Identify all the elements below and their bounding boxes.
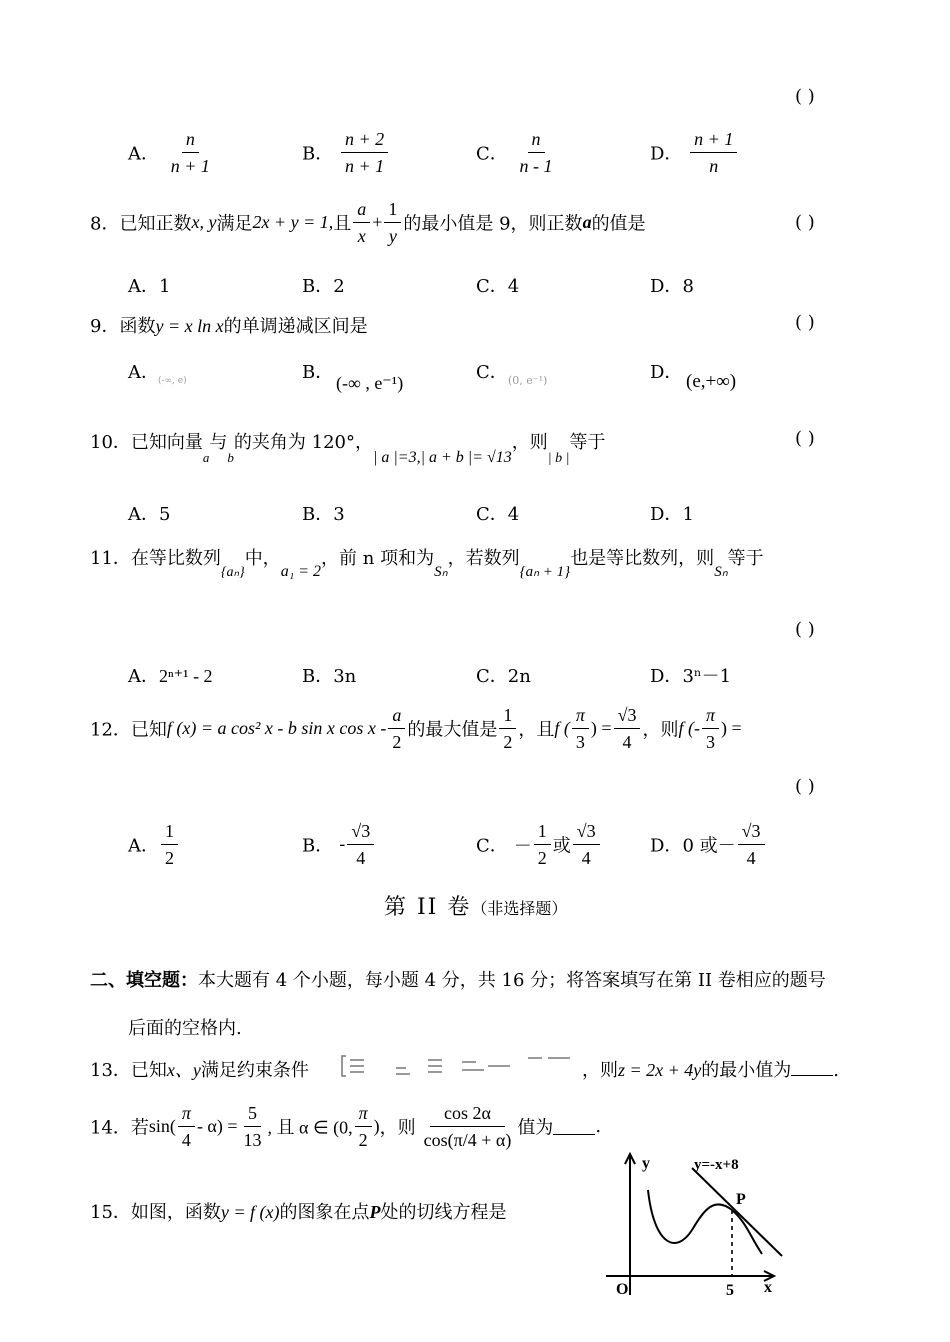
q13-text: 的最小值为 <box>701 1060 792 1081</box>
q9-option-d: D． <box>650 362 683 383</box>
q10-option-a: A．5 <box>128 504 171 525</box>
q8-option-a: A．1 <box>128 276 171 297</box>
q7-option-d <box>650 128 739 177</box>
q15-text: 的图象在点 <box>279 1202 370 1223</box>
q8-option-c: C．4 <box>476 276 520 297</box>
q12-text: 已知 <box>130 719 167 741</box>
part2-description-cont: 后面的空格内. <box>128 1018 242 1039</box>
q13-text: ，则 <box>582 1060 618 1081</box>
q10-option-b: B．3 <box>302 504 345 525</box>
q8-answer-bracket: ( ) <box>795 212 815 233</box>
q9-answer-bracket: ( ) <box>795 312 815 333</box>
q11-text: ，若数列 <box>447 548 520 569</box>
y-label: y <box>642 1155 650 1172</box>
q10-text: 已知向量 <box>130 432 203 453</box>
q9-option-b-value: (-∞ , e⁻¹) <box>336 373 404 393</box>
plus-sign: + <box>372 212 383 232</box>
abs-b: | b | <box>547 451 570 466</box>
fraction: $\frac{1}{y}$ <box>384 198 401 247</box>
q15-stem <box>90 1198 507 1224</box>
q8-option-b: B．2 <box>302 276 345 297</box>
section-title-main: 第 II 卷 <box>384 895 472 920</box>
q12-answer-bracket: ( ) <box>795 776 815 797</box>
q12-eq: ) = <box>590 718 612 738</box>
q9-option-d-value: (e,+∞) <box>686 371 737 392</box>
q11-text: 在等比数列 <box>130 548 221 569</box>
q10-text: 与 <box>209 432 228 453</box>
q12-text: ，则 <box>642 719 679 741</box>
function-graph <box>596 1150 796 1300</box>
q13-stem-end <box>582 1056 839 1082</box>
q13-dot: . <box>833 1060 840 1081</box>
q8-condition: 2x + y = 1, <box>252 212 334 232</box>
q13-expr: z = 2x + 4y <box>618 1060 702 1080</box>
q8-vars: x, y <box>191 212 217 232</box>
q9-expr: y = x ln x <box>155 316 224 336</box>
q14-expr: - α) = <box>196 1116 238 1136</box>
question-number: 11． <box>90 548 131 569</box>
q12-option-d: D．0 或－ $\frac{√3}{4}$ <box>650 820 767 869</box>
option-label: A． <box>128 143 159 165</box>
x-tick-label: 5 <box>726 1282 734 1299</box>
q8-option-d: D．8 <box>650 276 694 297</box>
question-number: 12． <box>90 719 131 741</box>
q9-option-a-value: (-∞, e) <box>158 376 187 386</box>
q7-answer-bracket: ( ) <box>795 86 815 107</box>
line-label: y=-x+8 <box>694 1157 739 1173</box>
q10-text: ，则 <box>511 432 548 453</box>
q11-option-d: D．3ⁿ－1 <box>650 666 732 687</box>
q12-stem <box>90 704 742 753</box>
q13-text: 满足约束条件 <box>200 1060 309 1081</box>
q12-text: ，且 <box>518 719 555 741</box>
q9-option-a: A． <box>128 362 159 383</box>
q14-sin: sin( <box>148 1116 176 1136</box>
question-number: 14． <box>90 1117 131 1139</box>
a1-value: a₁ = 2 <box>280 563 322 580</box>
q12-eq: ) = <box>721 718 742 738</box>
q14-close: ) <box>373 1116 380 1136</box>
p-label: P <box>736 1191 746 1208</box>
q9-option-c: C． <box>476 362 508 383</box>
q9-text: 的单调递减区间是 <box>223 316 368 337</box>
fraction: $\frac{\pi}{3}$ <box>702 704 719 753</box>
q12-function: f (x) = a cos² x - b sin x cos x - <box>166 718 387 738</box>
q8-var-a: a <box>582 212 592 232</box>
q8-text: 的最小值是 9，则正数 <box>403 213 583 235</box>
q8-text: 满足 <box>216 213 253 235</box>
vector-a: a <box>202 450 210 465</box>
sn: Sₙ <box>434 564 448 580</box>
fraction: $\frac{n}{n + 1}$ <box>170 129 210 176</box>
q11-option-c: C．2n <box>476 666 531 687</box>
q13-stem <box>90 1056 309 1082</box>
part2-heading <box>90 966 826 992</box>
q12-text: 的最大值是 <box>407 719 498 741</box>
fraction: $\frac{1}{2}$ <box>499 704 516 753</box>
q14-text: 值为 <box>517 1117 554 1139</box>
question-number: 15． <box>90 1202 131 1223</box>
q15-point: P <box>369 1202 381 1222</box>
answer-blank[interactable] <box>791 1059 833 1076</box>
answer-blank[interactable] <box>553 1118 595 1135</box>
fraction: $\frac{\pi}{3}$ <box>572 704 589 753</box>
q12-f: f (- <box>678 718 700 738</box>
question-number: 13． <box>90 1060 131 1081</box>
q9-stem <box>90 312 368 338</box>
fraction: $\frac{a}{x}$ <box>353 198 370 247</box>
q11-text: 也是等比数列，则 <box>570 548 715 569</box>
q10-condition: | a |=3,| a + b |= √13 <box>372 449 512 466</box>
q15-expr: y = f (x) <box>220 1202 280 1222</box>
fraction: $\frac{n + 2}{n + 1}$ <box>341 128 388 177</box>
sequence-a: {aₙ} <box>220 565 245 580</box>
q10-text: 的夹角为 120°， <box>233 432 373 453</box>
q9-text: 函数 <box>119 316 156 337</box>
q11-option-a: A．2ⁿ⁺¹ - 2 <box>128 666 213 687</box>
q7-option-b <box>302 128 390 177</box>
sequence-a-plus-1: {aₙ + 1} <box>519 564 571 580</box>
q11-text: 等于 <box>727 548 764 569</box>
q15-text: 如图，函数 <box>130 1202 221 1223</box>
question-number: 9． <box>90 316 120 337</box>
q13-text: 已知 <box>130 1060 167 1081</box>
q10-stem <box>90 428 606 466</box>
q8-stem <box>90 198 646 247</box>
q11-answer-bracket: ( ) <box>795 619 815 640</box>
option-label: B． <box>302 143 334 165</box>
q12-option-a: A． $\frac{1}{2}$ <box>128 820 180 869</box>
section-subtitle: （非选择题） <box>471 899 568 918</box>
q8-text: 且 <box>333 213 352 235</box>
q9-option-c-value: (0, e⁻¹) <box>508 374 548 387</box>
q11-stem <box>90 544 764 580</box>
q10-option-d: D．1 <box>650 504 694 525</box>
x-label: x <box>764 1279 772 1296</box>
part2-heading-label: 二、填空题： <box>90 970 198 991</box>
constraint-image <box>338 1052 582 1080</box>
q10-answer-bracket: ( ) <box>795 428 815 449</box>
q12-f: f ( <box>554 718 570 738</box>
vector-b: b <box>227 450 234 465</box>
fraction: $\frac{a}{2}$ <box>388 704 405 753</box>
section-title <box>384 890 567 921</box>
origin-label: O <box>616 1281 629 1298</box>
q12-option-b: B． - $\frac{√3}{4}$ <box>302 820 376 869</box>
q14-stem: 14．若sin( $\frac{\pi}{4}$ - α) = $\frac{5}{13}$ , 且 α ∈ (0, $\frac{\pi}{2}$ )，则 $\frac{\cos 2\alpha}{\cos(\pi/4 + \alpha)}$ 值为 . <box>90 1103 602 1150</box>
q8-text: 已知正数 <box>119 213 192 235</box>
fraction: $\frac{n + 1}{n}$ <box>690 128 737 177</box>
fraction: $\frac{n}{n - 1}$ <box>519 129 553 176</box>
option-label: C． <box>476 143 508 165</box>
question-number: 10． <box>90 432 131 453</box>
q8-text: 的值是 <box>591 213 646 235</box>
q14-text: 若 <box>130 1117 149 1139</box>
option-label: D． <box>650 143 683 165</box>
q11-text: ，前 n 项和为 <box>321 548 435 569</box>
q11-option-b: B．3n <box>302 666 357 687</box>
q10-option-c: C．4 <box>476 504 520 525</box>
q12-option-c: C． － $\frac{1}{2}$ 或 $\frac{√3}{4}$ <box>476 820 602 869</box>
q14-dot: . <box>595 1116 602 1137</box>
q10-text: 等于 <box>569 432 606 453</box>
q7-option-c <box>476 128 559 177</box>
question-number: 8． <box>90 213 120 235</box>
q9-option-b: B． <box>302 362 334 383</box>
part2-description: 本大题有 4 个小题，每小题 4 分，共 16 分；将答案填写在第 II 卷相应的题号 <box>198 970 826 991</box>
q14-cond: , 且 α ∈ (0, <box>267 1117 353 1138</box>
q14-text: ，则 <box>379 1117 416 1139</box>
q11-text: 中， <box>244 548 281 569</box>
fraction: $\frac{√3}{4}$ <box>614 704 641 753</box>
sn: Sₙ <box>714 564 728 580</box>
q13-vars: x、y <box>166 1060 201 1080</box>
q15-text: 处的切线方程是 <box>380 1202 507 1223</box>
q7-option-a <box>128 128 216 177</box>
